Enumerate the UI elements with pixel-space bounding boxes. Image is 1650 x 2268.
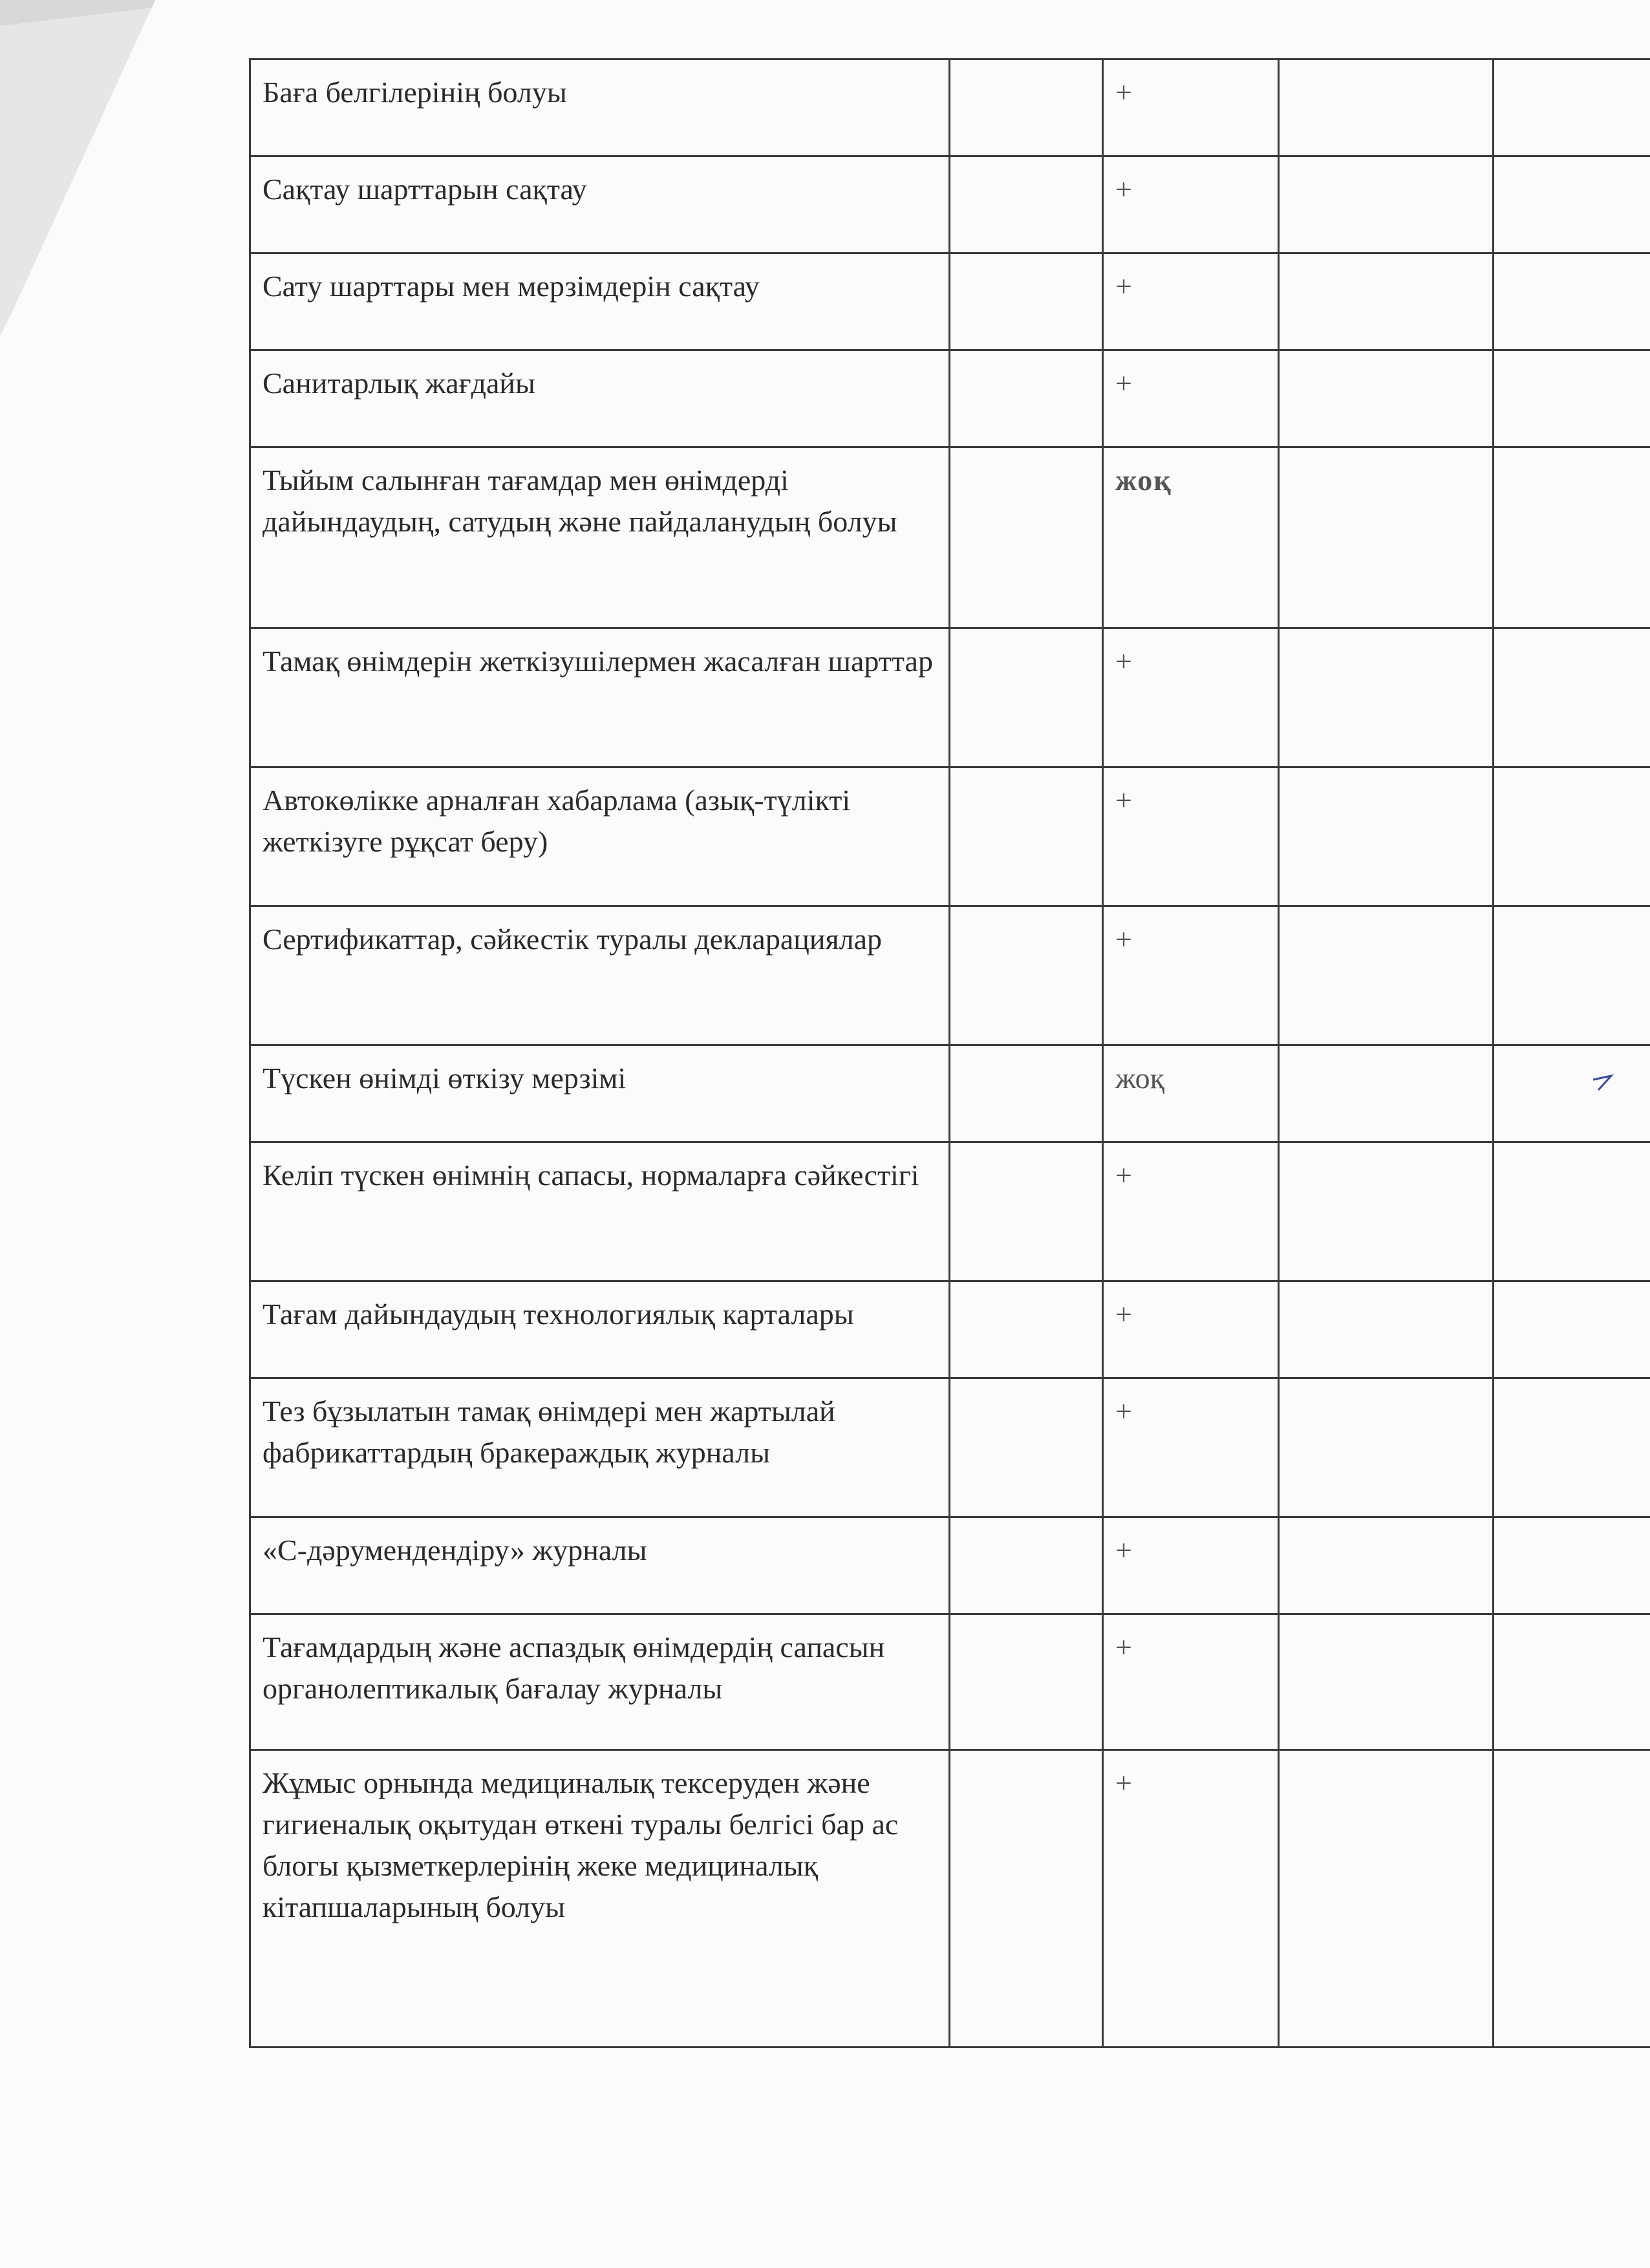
mark-text: + (1115, 784, 1132, 817)
table-row (250, 906, 1650, 1045)
empty-cell (1494, 253, 1650, 350)
empty-cell (1494, 767, 1650, 906)
empty-cell (1279, 447, 1494, 628)
table-row (250, 1281, 1650, 1378)
empty-cell (950, 447, 1103, 628)
mark-text: + (1115, 367, 1132, 400)
mark-text: + (1115, 645, 1132, 678)
empty-cell (1494, 59, 1650, 156)
empty-cell (1494, 1750, 1650, 2048)
empty-cell (1279, 767, 1494, 906)
empty-cell (950, 1378, 1103, 1517)
mark-text: + (1115, 1766, 1132, 1799)
empty-cell (950, 1281, 1103, 1378)
table-row (250, 447, 1650, 628)
empty-cell (950, 59, 1103, 156)
empty-cell (950, 767, 1103, 906)
empty-cell (1494, 628, 1650, 767)
item-cell: Тыйым салынған тағамдар мен өнімдерді дайындаудың, сатудың және пайдаланудың болуы (250, 447, 950, 628)
empty-cell (1494, 1281, 1650, 1378)
mark-text: + (1115, 1534, 1132, 1567)
empty-cell (1279, 253, 1494, 350)
mark-cell (1103, 1142, 1279, 1281)
item-cell: Баға белгілерінің болуы (250, 59, 950, 156)
empty-cell (1279, 59, 1494, 156)
mark-cell (1103, 350, 1279, 447)
mark-text: жоқ (1115, 1062, 1164, 1095)
mark-text: + (1115, 1631, 1132, 1664)
empty-cell (950, 1142, 1103, 1281)
table-row (250, 1142, 1650, 1281)
empty-cell (1494, 1517, 1650, 1614)
empty-cell (950, 1614, 1103, 1750)
mark-text: жоқ (1115, 464, 1172, 497)
empty-cell (950, 1045, 1103, 1142)
empty-cell (1279, 628, 1494, 767)
empty-cell (1279, 156, 1494, 253)
empty-cell (1494, 447, 1650, 628)
item-cell: Тез бұзылатын тамақ өнімдері мен жартылай фабрикаттардың бракераждық журналы (250, 1378, 950, 1517)
empty-cell (1279, 1517, 1494, 1614)
table-row (250, 1750, 1650, 2048)
item-cell: Келіп түскен өнімнің сапасы, нормаларға сәйкестігі (250, 1142, 950, 1281)
inspection-checklist-table (249, 58, 1650, 2048)
empty-cell (1279, 1045, 1494, 1142)
empty-cell (950, 156, 1103, 253)
empty-cell (1494, 350, 1650, 447)
mark-cell (1103, 1614, 1279, 1750)
mark-cell (1103, 447, 1279, 628)
empty-cell (1279, 1614, 1494, 1750)
mark-cell (1103, 156, 1279, 253)
mark-text: + (1115, 173, 1132, 206)
empty-cell (950, 1517, 1103, 1614)
mark-cell (1103, 767, 1279, 906)
mark-text: + (1115, 270, 1132, 303)
mark-cell (1103, 906, 1279, 1045)
mark-cell (1103, 253, 1279, 350)
table-row (250, 253, 1650, 350)
empty-cell (1279, 350, 1494, 447)
table-row (250, 628, 1650, 767)
item-cell: Автокөлікке арналған хабарлама (азық-түлікті жеткізуге рұқсат беру) (250, 767, 950, 906)
mark-text: + (1115, 1298, 1132, 1331)
empty-cell (1279, 1281, 1494, 1378)
item-cell: Сақтау шарттарын сақтау (250, 156, 950, 253)
mark-text: + (1115, 1159, 1132, 1192)
item-cell: «С-дәрумендендіру» журналы (250, 1517, 950, 1614)
empty-cell (1494, 1614, 1650, 1750)
item-cell: Сату шарттары мен мерзімдерін сақтау (250, 253, 950, 350)
table-row (250, 1378, 1650, 1517)
page-fold-shadow (0, 0, 168, 336)
empty-cell (1494, 1045, 1650, 1142)
item-cell: Жұмыс орнында медициналық тексеруден және гигиеналық оқытудан өткені туралы белгісі бар ас блогы қызметкерлерінің жеке медициналық кітапшаларының болуы (250, 1750, 950, 2048)
table-row (250, 767, 1650, 906)
mark-cell (1103, 1281, 1279, 1378)
item-cell: Тағамдардың және аспаздық өнімдердің сапасын органолептикалық бағалау журналы (250, 1614, 950, 1750)
empty-cell (1279, 1750, 1494, 2048)
table-row (250, 156, 1650, 253)
item-cell: Түскен өнімді өткізу мерзімі (250, 1045, 950, 1142)
item-cell: Тамақ өнімдерін жеткізушілермен жасалған шарттар (250, 628, 950, 767)
mark-text: + (1115, 1395, 1132, 1428)
empty-cell (1494, 906, 1650, 1045)
mark-cell (1103, 628, 1279, 767)
item-cell: Сертификаттар, сәйкестік туралы декларациялар (250, 906, 950, 1045)
pen-stroke-mark (1592, 1072, 1622, 1091)
table-row (250, 59, 1650, 156)
mark-cell (1103, 1750, 1279, 2048)
empty-cell (1494, 156, 1650, 253)
empty-cell (1279, 1142, 1494, 1281)
item-cell: Тағам дайындаудың технологиялық карталары (250, 1281, 950, 1378)
empty-cell (1494, 1142, 1650, 1281)
empty-cell (1279, 906, 1494, 1045)
empty-cell (950, 628, 1103, 767)
mark-cell (1103, 1517, 1279, 1614)
mark-text: + (1115, 76, 1132, 109)
table-row (250, 1614, 1650, 1750)
empty-cell (1279, 1378, 1494, 1517)
mark-cell (1103, 1378, 1279, 1517)
mark-text: + (1115, 923, 1132, 956)
empty-cell (950, 253, 1103, 350)
empty-cell (950, 350, 1103, 447)
table-row (250, 1517, 1650, 1614)
table-row (250, 1045, 1650, 1142)
empty-cell (950, 1750, 1103, 2048)
mark-cell (1103, 1045, 1279, 1142)
table-row (250, 350, 1650, 447)
empty-cell (950, 906, 1103, 1045)
empty-cell (1494, 1378, 1650, 1517)
item-cell: Санитарлық жағдайы (250, 350, 950, 447)
mark-cell (1103, 59, 1279, 156)
